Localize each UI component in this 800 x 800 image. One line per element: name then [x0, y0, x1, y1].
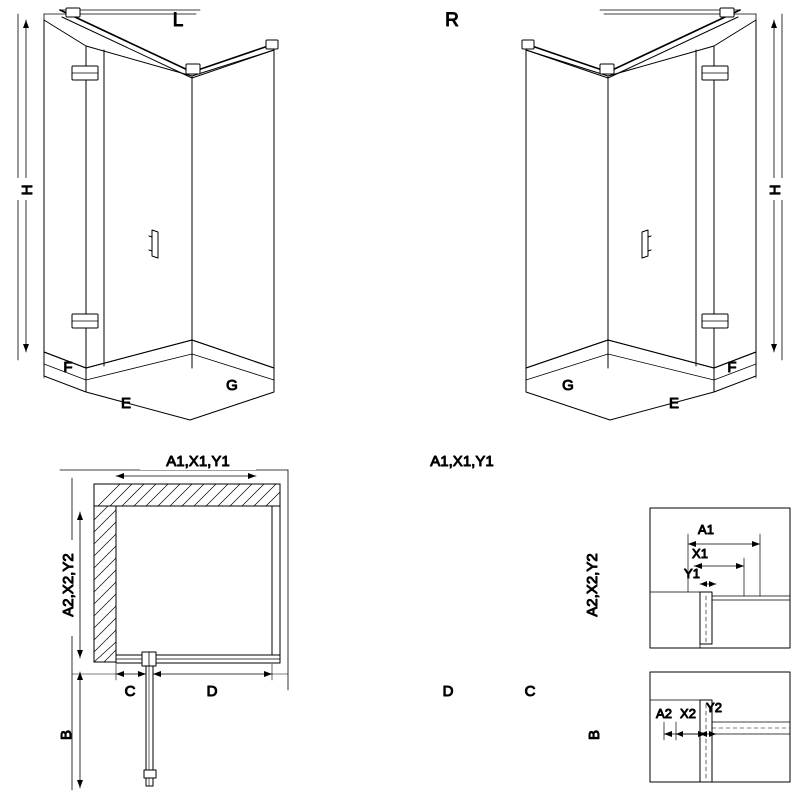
plan-right-label-A2X2Y2: A2,X2,Y2	[584, 553, 601, 617]
plan-right-label-C: C	[524, 683, 536, 700]
plan-right-label-B: B	[586, 729, 603, 741]
plan-left-label-D: D	[206, 683, 218, 700]
title-left: L	[172, 10, 184, 31]
iso-left-label-E: E	[120, 395, 132, 412]
plan-left-label-C: C	[124, 683, 136, 700]
iso-right-label-F: F	[727, 359, 737, 376]
iso-left-view	[14, 8, 278, 420]
detail-bottom-view	[650, 672, 790, 782]
iso-right-label-E: E	[668, 395, 680, 412]
iso-right-label-G: G	[562, 377, 574, 394]
plan-right-label-D: D	[442, 683, 454, 700]
iso-left-label-G: G	[226, 377, 238, 394]
plan-left-label-A2X2Y2: A2,X2,Y2	[60, 553, 77, 617]
iso-right-label-H: H	[767, 184, 784, 196]
detail-bottom-label-Y2: Y2	[706, 700, 722, 715]
detail-top-label-A1: A1	[698, 522, 714, 537]
plan-left-label-A1X1Y1: A1,X1,Y1	[166, 453, 230, 470]
plan-right-label-A1X1Y1: A1,X1,Y1	[430, 453, 494, 470]
detail-top-view	[650, 508, 790, 648]
plan-left-view	[60, 470, 288, 790]
detail-bottom-label-A2: A2	[656, 706, 672, 721]
detail-bottom-label-X2: X2	[680, 706, 696, 721]
iso-right-view	[522, 8, 786, 420]
title-right: R	[445, 10, 459, 31]
plan-left-label-B: B	[58, 729, 75, 741]
iso-left-label-F: F	[63, 359, 73, 376]
iso-left-label-H: H	[19, 184, 36, 196]
detail-top-label-X1: X1	[692, 546, 708, 561]
detail-top-label-Y1: Y1	[684, 566, 700, 581]
